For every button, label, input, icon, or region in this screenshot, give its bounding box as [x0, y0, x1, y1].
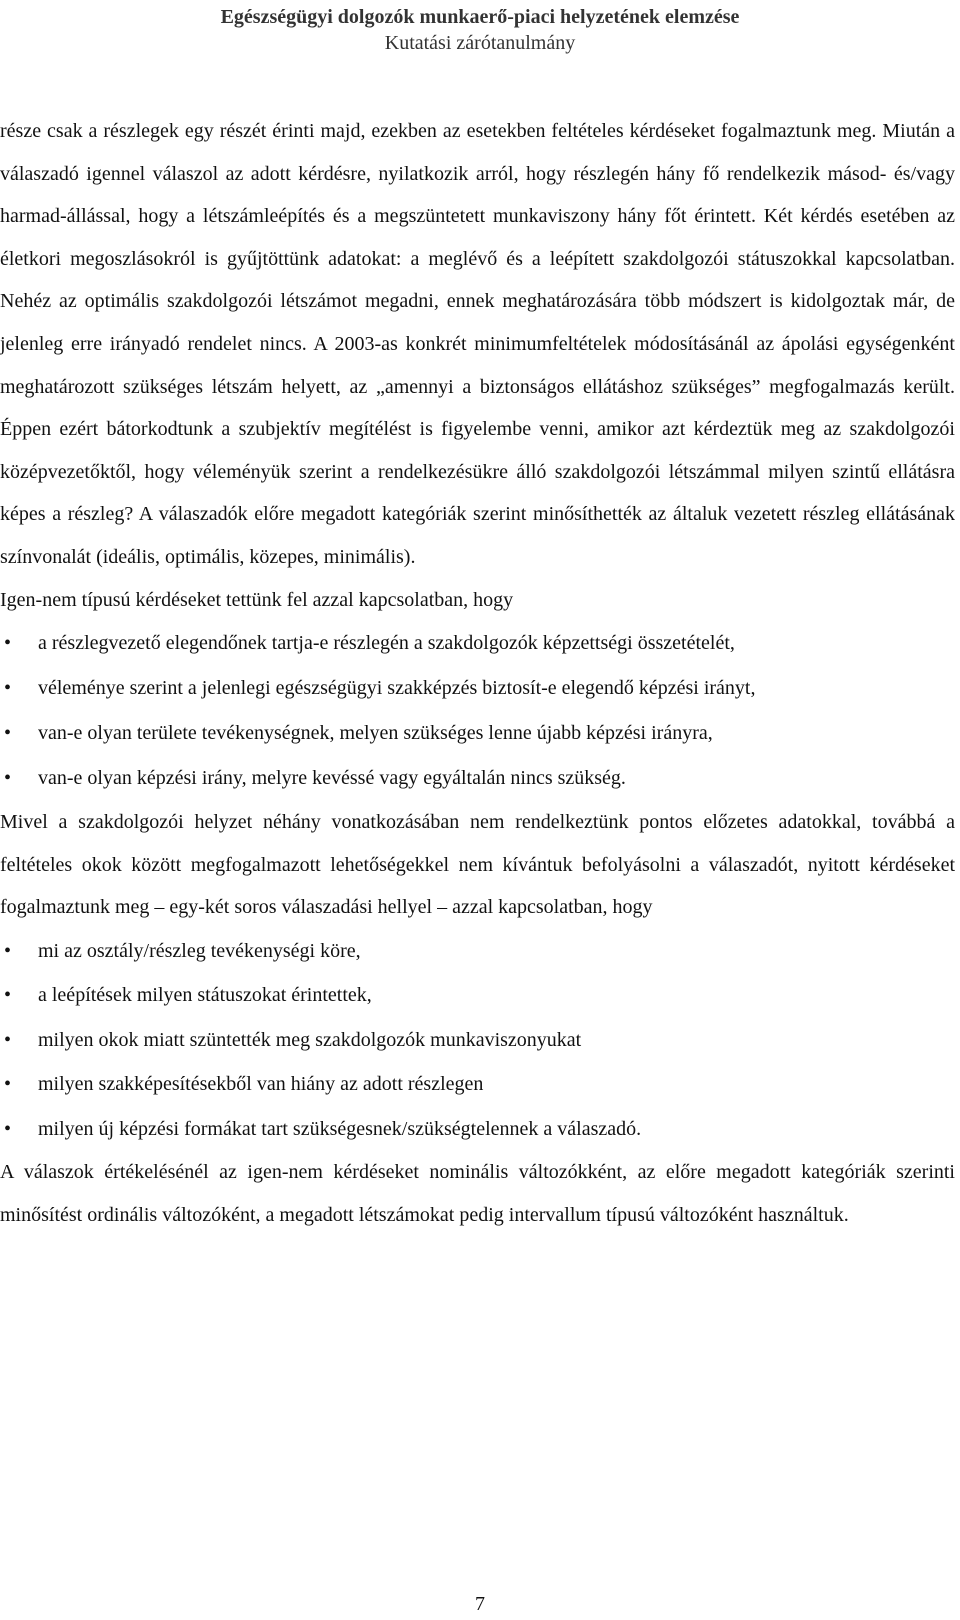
- bullet-icon: •: [4, 1073, 12, 1096]
- paragraph-methodology: része csak a részlegek egy részét érinti majd, ezekben az esetekben feltételes kérdéseket fogalmaztunk meg. Miután a válaszadó igennel válaszol az adott kérdésre, nyilatkozik arról, hogy részlegén hány fő rendelkezik másod- és/vagy harmad-állással, hogy a létszámleépítés és a megszüntetett munkaviszony hány főt érintett. Két kérdés esetében az életkori megoszlásokról is gyűjtöttünk adatokat: a meglévő és a leépített szakdolgozói státuszokkal kapcsolatban. Nehéz az optimális szakdolgozói létszámot megadni, ennek meghatározására több módszert is kidolgoztak már, de jelenleg erre irányadó rendelet nincs. A 2003-as konkrét minimumfeltételek módosításánál az ápolási egységenként meghatározott szükséges létszám helyett, az „amennyi a biztonságos ellátáshoz szükséges” megfogalmazás került. Éppen ezért bátorkodtunk a szubjektív megítélést is figyelembe venni, amikor azt kérdeztük meg az szakdolgozói középvezetőktől, hogy véleményük szerint a rendelkezésükre álló szakdolgozói létszámmal milyen szintű ellátásra képes a részleg? A válaszadók előre megadott kategóriák szerint minősíthették az általuk vezetett részleg ellátásának színvonalát (ideális, optimális, közepes, minimális).: [0, 120, 955, 568]
- list-item: [0, 929, 955, 974]
- list-item-text: milyen szakképesítésekből van hiány az adott részlegen: [38, 1073, 484, 1096]
- list-item-text: a leépítések milyen státuszokat érintettek,: [38, 984, 372, 1007]
- paragraph-yes-no-intro: Igen-nem típusú kérdéseket tettünk fel azzal kapcsolatban, hogy: [0, 588, 514, 611]
- bullet-icon: •: [4, 939, 12, 962]
- list-item-text: véleménye szerint a jelenlegi egészségügyi szakképzés biztosít-e elegendő képzési irányt,: [38, 677, 756, 700]
- list-item: [0, 973, 955, 1018]
- bullet-icon: •: [4, 722, 12, 745]
- yes-no-question-list: [0, 621, 955, 801]
- list-item: [0, 1018, 955, 1063]
- bullet-icon: •: [4, 632, 12, 655]
- list-item-text: a részlegvezető elegendőnek tartja-e részlegén a szakdolgozók képzettségi összetételét,: [38, 632, 735, 655]
- document-body: [0, 110, 955, 1237]
- list-item: [0, 1107, 955, 1152]
- list-item: [0, 666, 955, 711]
- paragraph-open-questions-intro: Mivel a szakdolgozói helyzet néhány vonatkozásában nem rendelkeztünk pontos előzetes adatokkal, továbbá a feltételes okok között megfogalmazott lehetőségekkel nem kívántuk befolyásolni a válaszadót, nyitott kérdéseket fogalmaztunk meg – egy-két soros válaszadási hellyel – azzal kapcsolatban, hogy: [0, 811, 955, 919]
- list-item-text: milyen új képzési formákat tart szükségesnek/szükségtelennek a válaszadó.: [38, 1117, 642, 1140]
- list-item-text: van-e olyan területe tevékenységnek, melyen szükséges lenne újabb képzési irányra,: [38, 722, 713, 745]
- open-question-list: [0, 929, 955, 1152]
- bullet-icon: •: [4, 1117, 12, 1140]
- list-item-text: mi az osztály/részleg tevékenységi köre,: [38, 939, 361, 962]
- paragraph-evaluation: A válaszok értékelésénél az igen-nem kérdéseket nominális változókként, az előre megadott kategóriák szerinti minősítést ordinális változóként, a megadott létszámokat pedig intervallum típusú változóként használtuk.: [0, 1161, 955, 1226]
- page-header: [0, 4, 960, 56]
- list-item: [0, 756, 955, 801]
- bullet-icon: •: [4, 677, 12, 700]
- list-item-text: van-e olyan képzési irány, melyre kevéssé vagy egyáltalán nincs szükség.: [38, 767, 626, 790]
- list-item: [0, 1062, 955, 1107]
- document-subtitle: Kutatási zárótanulmány: [384, 32, 576, 54]
- bullet-icon: •: [4, 984, 12, 1007]
- bullet-icon: •: [4, 1028, 12, 1051]
- list-item-text: milyen okok miatt szüntették meg szakdolgozók munkaviszonyukat: [38, 1028, 582, 1051]
- page-number: 7: [475, 1593, 485, 1615]
- list-item: [0, 711, 955, 756]
- bullet-icon: •: [4, 767, 12, 790]
- document-title: Egészségügyi dolgozók munkaerő-piaci helyzetének elemzése: [220, 6, 740, 28]
- list-item: [0, 621, 955, 666]
